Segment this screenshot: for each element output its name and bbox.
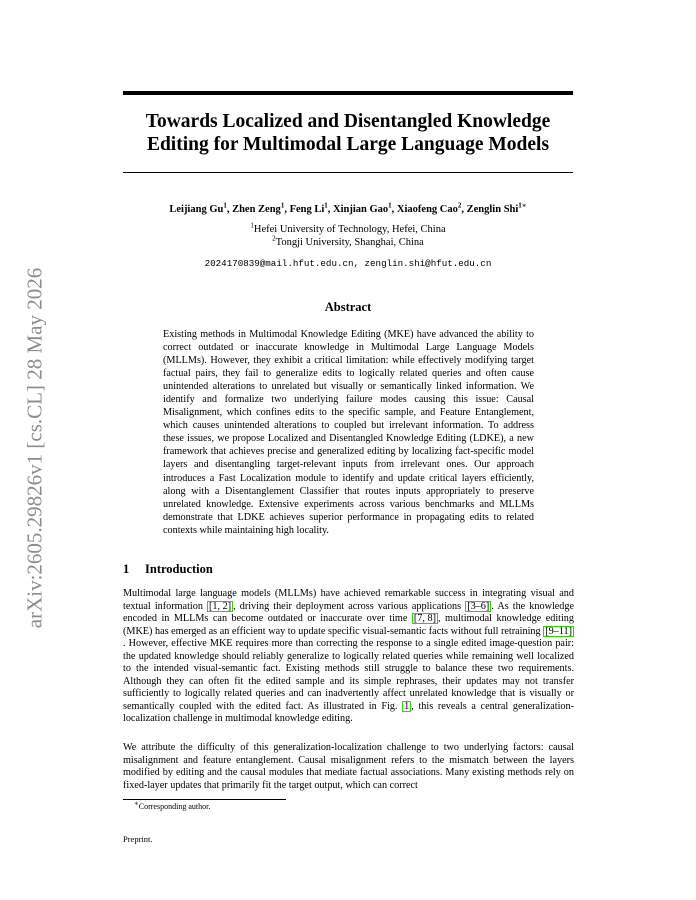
title-line-2: Editing for Multimodal Large Language Models [146,134,550,155]
author-affil-mark: 1 [223,201,227,210]
footnote-rule [123,799,286,800]
section-heading-introduction [123,562,213,577]
author-name: Xiaofeng Cao [396,204,458,215]
title-top-rule [123,91,573,95]
author-affil-mark: 1 [388,201,392,210]
footnote-text: Corresponding author. [138,802,211,811]
author-name: Xinjian Gao [333,204,389,215]
paragraph-text: . As the knowledge encoded in MLLMs can become outdated or inaccurate over time [123,600,575,624]
title-bottom-rule [123,172,573,173]
footnote-mark: ∗ [134,799,139,808]
footnote [134,799,211,811]
citation-link[interactable]: [9–11] [545,625,572,637]
paragraph-text: , multimodal knowledge editing (MKE) has emerged as an efficient way to update specific visual-semantic facts without full retraining [123,613,574,637]
arxiv-sidebar-stamp: arXiv:2605.29826v1 [cs.CL] 28 May 2026 [22,267,47,629]
author-affil-mark: 1 [280,201,285,210]
author-name: Feng Li [289,204,325,215]
affiliation-mark: 2 [272,234,276,243]
figure-reference-link[interactable]: 1 [404,700,410,712]
paper-title [123,110,573,156]
author-list: Leijiang Gu$^1$, Zhen Zeng$^1$, Feng Li$^1$, Xinjian Gao$^1$, Xiaofeng Cao$^2$, Zenglin Shi$^{1∗}$ [169,201,527,215]
author-affil-mark: 1∗ [518,201,527,210]
author-emails: 2024170839@mail.hfut.edu.cn, zenglin.shi@hfut.edu.cn [204,258,492,269]
author-affil-mark: 2 [457,201,462,210]
affiliation-mark: 1 [250,221,254,230]
intro-paragraph-2: We attribute the difficulty of this generalization-localization challenge to two underlying factors: causal misalignment and feature entanglement. Causal misalignment refers to the mismatch between the layers modified by editing and the causal modules that mediate factual associations. Many existing methods rely on fixed-layer updates that primarily fit the target output, which can correct [123,742,574,791]
author-name: Leijiang Gu [169,204,224,215]
title-line-1: Towards Localized and Disentangled Knowledge [145,111,551,132]
section-number: 1 [123,562,130,576]
affiliation-2 [123,234,573,248]
section-title: Introduction [145,562,213,576]
paragraph-text: Multimodal large language models (MLLMs) have achieved remarkable success in integrating visual and textual information [123,588,574,612]
intro-paragraph-1 [123,588,574,726]
citation-link[interactable]: [1, 2] [209,600,232,612]
footer-label: Preprint. [123,834,153,844]
citation-link[interactable]: [3–6] [467,600,490,612]
affiliation-text: Hefei University of Technology, Hefei, China [253,224,446,235]
abstract-heading: Abstract [324,300,372,314]
author-affil-mark: 1 [324,201,328,210]
paragraph-text: , driving their deployment across various applications [233,600,466,612]
paragraph-text: . However, effective MKE requires more than correcting the response to a single edited image-question pair: the updated knowledge should reliably generalize to logically related queries while remaining well localized to the intended visual-semantic fact. Existing methods still struggle to balance these two requirements. Although they can often fit the edited sample and its simple rephrases, their updates may not transfer sufficiently to logically related queries and can inadvertently affect unrelated knowledge that is visually or semantically coupled with the edited fact. As illustrated in Fig. [123,638,574,712]
citation-link[interactable]: [7, 8] [413,613,436,624]
affiliation-text: Tongji University, Shanghai, China [275,237,424,248]
author-name: Zhen Zeng [232,204,281,215]
author-name: Zenglin Shi [466,204,519,215]
paragraph-text: , this reveals a central generalization-localization challenge in multimodal knowledge editing. [123,700,575,724]
abstract-body: Existing methods in Multimodal Knowledge Editing (MKE) have advanced the ability to correct outdated or inaccurate knowledge in Multimodal Large Language Models (MLLMs). However, they exhibit a critical limitation: while effectively modifying target factual pairs, they fail to generalize edits to logically related queries and often cause unintended alterations to unrelated but visually or semantically linked information. We identify and formalize two underlying failure modes causing this issue: Causal Misalignment, which confines edits to the specific sample, and Feature Entanglement, which causes unintended alterations to coupled but irrelevant information. To address these issues, we propose Localized and Disentangled Knowledge Editing (LDKE), a new framework that achieves precise and generalized editing by localizing fact-specific model layers and disentangling target-relevant inputs from irrelevant ones. Our approach introduces a Fast Localization module to identify and update critical layers efficiently, along with a Disentanglement Classifier that routes inputs appropriately to preserve unrelated knowledge. Extensive experiments across various benchmarks and MLLMs demonstrate that LDKE achieves superior performance in propagating edits to related contexts while maintaining high locality. [163,329,534,536]
affiliation-1 [123,221,573,235]
